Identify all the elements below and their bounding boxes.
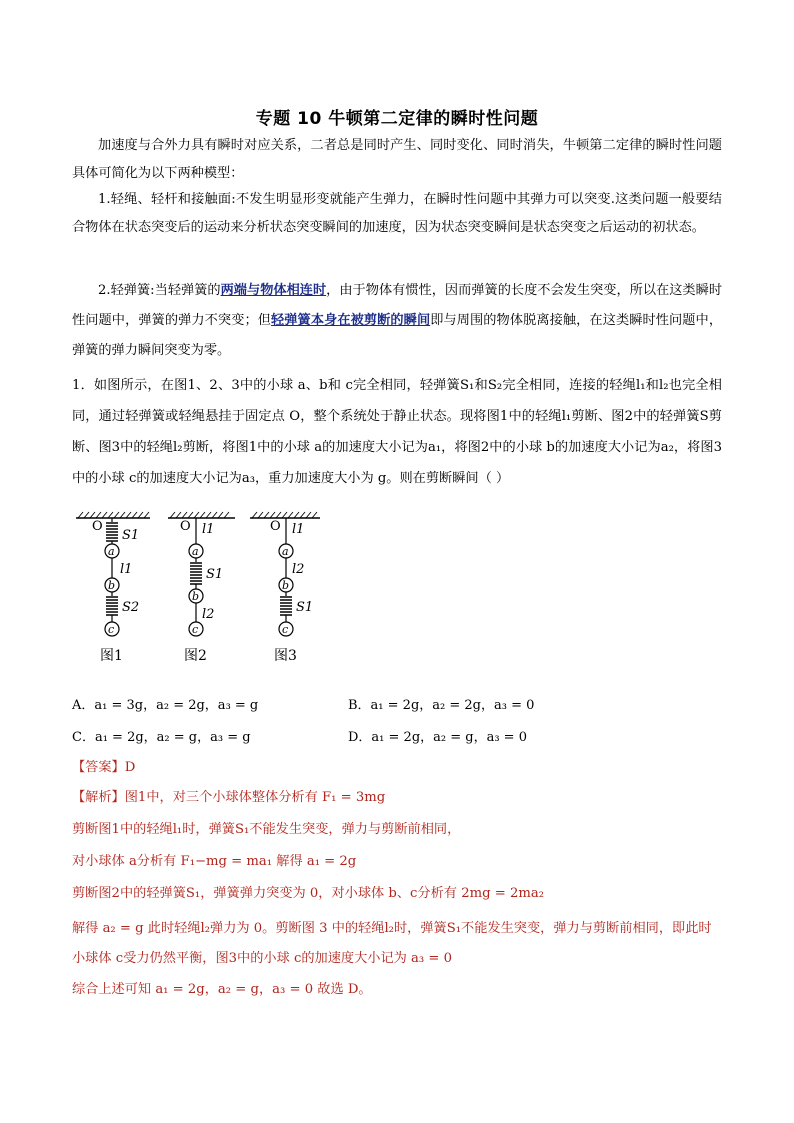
fig1-caption: 图1	[100, 648, 123, 664]
fig1-label-s1: S1	[122, 528, 140, 543]
intro-paragraph: 加速度与合外力具有瞬时对应关系，二者总是同时产生、同时变化、同时消失，牛顿第二定律的瞬时性问题具体可简化为以下两种模型：	[72, 138, 722, 181]
fig3-label-l2: l2	[292, 562, 305, 577]
fig2-ball-b: b	[192, 590, 200, 603]
model2-highlight-2: 轻弹簧本身在被剪断的瞬间	[271, 313, 431, 328]
model2-text-2: ，由于物体有惯性，因而弹簧的长度不会发生突变，所以在这类瞬时性问题中，弹簧的弹力不突变；但	[72, 283, 723, 328]
figure-1	[105, 518, 119, 636]
answer-line: 【答案】D	[72, 760, 136, 775]
fig2-ball-c: c	[192, 623, 199, 636]
option-d[interactable]: D．a₁ = 2g，a₂ = g，a₃ = 0	[348, 730, 527, 745]
point-o-3: O	[270, 519, 281, 534]
fig2-label-l1: l1	[202, 522, 215, 537]
fig1-label-s2: S2	[122, 600, 140, 615]
analysis-line-5: 解得 a₂ = g 此时轻绳l₂弹力为 0。剪断图 3 中的轻绳l₂时，弹簧S₁不能发生突变，弹力与剪断前相同，即此时小球体 c受力仍然平衡，图3中的小球 c的加速度大小记为 a₃ = 0	[72, 921, 712, 966]
fig1-ball-b: b	[108, 579, 116, 592]
model2-text-1: 2.轻弹簧:当轻弹簧的	[98, 283, 221, 298]
fig3-label-l1: l1	[292, 522, 305, 537]
figure-3	[279, 518, 293, 636]
fig3-ball-b: b	[282, 579, 290, 592]
fig2-ball-a: a	[192, 545, 199, 558]
analysis-line-4: 剪断图2中的轻弹簧S₁，弹簧弹力突变为 0，对小球体 b、c分析有 2mg = 2ma₂	[72, 886, 545, 901]
model1-paragraph: 1.轻绳、轻杆和接触面:不发生明显形变就能产生弹力，在瞬时性问题中其弹力可以突变.这类问题一般要结合物体在状态突变后的运动来分析状态突变瞬间的加速度，因为状态突变瞬间是状态突变之后运动的初状态。	[72, 192, 722, 235]
fig1-ball-c: c	[108, 623, 115, 636]
point-o-2: O	[180, 519, 191, 534]
suspension-figure	[60, 504, 350, 674]
model2-paragraph	[72, 276, 722, 366]
analysis-line-2: 剪断图1中的轻绳l₁时，弹簧S₁不能发生突变，弹力与剪断前相同，	[72, 822, 461, 837]
point-o-1: O	[92, 519, 103, 534]
fig2-label-s1: S1	[206, 567, 224, 582]
fig1-label-l1: l1	[120, 562, 133, 577]
option-a[interactable]: A．a₁ = 3g，a₂ = 2g，a₃ = g	[72, 698, 259, 713]
option-b[interactable]: B．a₁ = 2g，a₂ = 2g，a₃ = 0	[348, 698, 535, 713]
fig2-caption: 图2	[184, 648, 207, 664]
fig3-ball-c: c	[282, 623, 289, 636]
figure-2	[189, 518, 203, 636]
model2-highlight-1: 两端与物体相连时	[220, 283, 327, 298]
fig1-ball-a: a	[108, 545, 115, 558]
analysis-line-1: 【解析】图1中，对三个小球体整体分析有 F₁ = 3mg	[72, 790, 386, 805]
analysis-line-6: 综合上述可知 a₁ = 2g，a₂ = g，a₃ = 0 故选 D。	[72, 982, 372, 997]
fig2-label-l2: l2	[202, 607, 215, 622]
fig3-caption: 图3	[274, 648, 297, 664]
fig3-label-s1: S1	[296, 600, 314, 615]
model2-text-3: 即与周围的物体脱离接触，在这类瞬时性问题中，弹簧的弹力瞬间突变为零。	[72, 313, 723, 358]
option-c[interactable]: C．a₁ = 2g，a₂ = g，a₃ = g	[72, 730, 251, 745]
analysis-line-3: 对小球体 a分析有 F₁−mg = ma₁ 解得 a₁ = 2g	[72, 854, 357, 869]
page-title: 专题 10 牛顿第二定律的瞬时性问题	[255, 109, 539, 129]
question-text: 1．如图所示，在图1、2、3中的小球 a、b和 c完全相同，轻弹簧S₁和S₂完全相同，连接的轻绳l₁和l₂也完全相同，通过轻弹簧或轻绳悬挂于固定点 O，整个系统处于静止状态。现将图1中的轻绳l₁剪断、图2中的轻弹簧S剪断、图3中的轻绳l₂剪断，将图1中的小球 a的加速度大小记为a₁，将图2中的小球 b的加速度大小记为a₂，将图3中的小球 c的加速度大小记为a₃，重力加速度大小为 g。则在剪断瞬间（ ）	[72, 378, 722, 486]
fig3-ball-a: a	[282, 545, 289, 558]
